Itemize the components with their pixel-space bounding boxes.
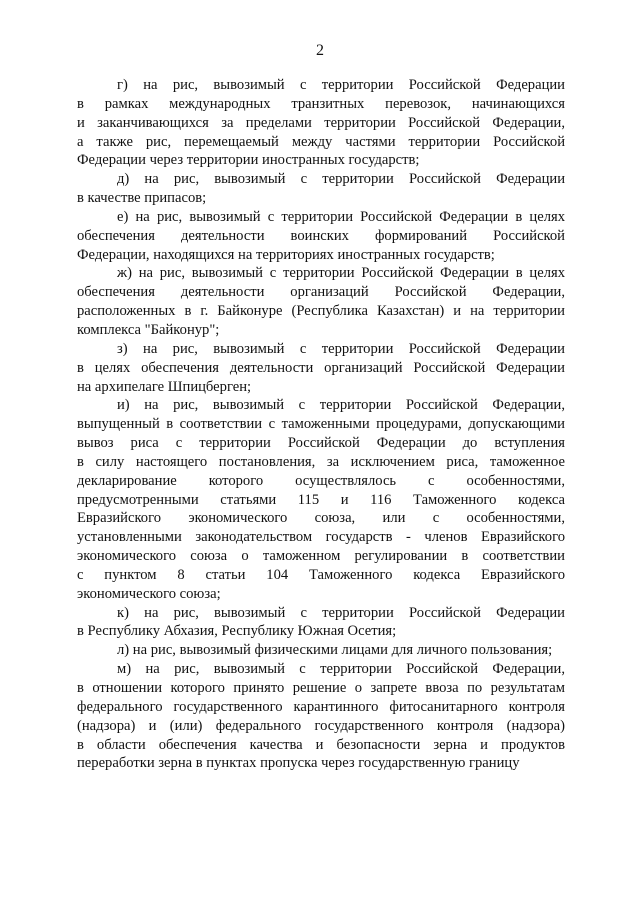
paragraph-g <box>77 76 565 170</box>
paragraph-line: обеспечения деятельности воинских формирований Российской <box>77 227 565 244</box>
paragraph-line: в отношении которого принято решение о запрете ввоза по результатам <box>77 680 565 696</box>
paragraph-line: предусмотренными статьями 115 и 116 Таможенного кодекса <box>77 491 565 508</box>
paragraph-line: и) на рис, вывозимый с территории Российской Федерации, <box>117 397 565 414</box>
paragraph-line: и заканчивающихся за пределами территории Российской Федерации, <box>77 114 565 131</box>
paragraph-l <box>77 641 565 660</box>
paragraph-line: выпущенный в соответствии с таможенными процедурами, допускающими <box>77 416 565 433</box>
paragraph-line: с пунктом 8 статьи 104 Таможенного кодекса Евразийского <box>77 566 565 583</box>
paragraph-line: Федерации, находящихся на территориях иностранных государств; <box>77 246 495 263</box>
paragraph-line: расположенных в г. Байконуре (Республика Казахстан) и на территории <box>77 303 565 320</box>
paragraph-line: экономического союза; <box>77 585 221 602</box>
paragraph-line: а также рис, перемещаемый между частями территории Российской <box>77 133 565 150</box>
paragraph-i <box>77 396 565 603</box>
paragraph-line: Евразийского экономического союза, или с особенностями, <box>77 510 565 527</box>
paragraph-line: д) на рис, вывозимый с территории Российской Федерации <box>117 171 565 188</box>
paragraph-line: м) на рис, вывозимый с территории Российской Федерации, <box>117 661 565 678</box>
paragraph-line: в области обеспечения качества и безопасности зерна и продуктов <box>77 736 565 753</box>
paragraph-line: в рамках международных транзитных перевозок, начинающихся <box>77 95 565 112</box>
paragraph-line: в силу настоящего постановления, за исключением риса, таможенное <box>77 453 565 470</box>
paragraph-m <box>77 660 565 773</box>
page-number: 2 <box>316 42 324 59</box>
paragraph-line: декларирование которого осуществлялось с особенностями, <box>77 472 565 489</box>
paragraph-line: ж) на рис, вывозимый с территории Российской Федерации в целях <box>117 265 565 282</box>
paragraph-line: з) на рис, вывозимый с территории Российской Федерации <box>117 340 565 357</box>
paragraph-k <box>77 604 565 642</box>
paragraph-line: экономического союза о таможенном регулировании в соответствии <box>77 548 565 565</box>
paragraph-line: г) на рис, вывозимый с территории Российской Федерации <box>117 77 565 93</box>
paragraph-line: переработки зерна в пунктах пропуска через государственную границу <box>77 755 520 772</box>
paragraph-z <box>77 340 565 397</box>
paragraph-line: комплекса "Байконур"; <box>77 321 220 338</box>
paragraph-line: в целях обеспечения деятельности организаций Российской Федерации <box>77 359 565 376</box>
paragraph-line: установленными законодательством государств - членов Евразийского <box>77 529 565 546</box>
paragraph-d <box>77 170 565 208</box>
paragraph-line: е) на рис, вывозимый с территории Российской Федерации в целях <box>117 208 565 225</box>
paragraph-line: в качестве припасов; <box>77 190 207 207</box>
paragraph-line: л) на рис, вывозимый физическими лицами для личного пользования; <box>117 642 553 659</box>
paragraph-line: Федерации через территории иностранных государств; <box>77 152 420 169</box>
document-body <box>77 76 565 773</box>
paragraph-e <box>77 208 565 265</box>
paragraph-line: на архипелаге Шпицберген; <box>77 378 252 395</box>
paragraph-line: (надзора) и (или) федерального государственного контроля (надзора) <box>77 717 565 734</box>
paragraph-zh <box>77 264 565 339</box>
paragraph-line: обеспечения деятельности организаций Российской Федерации, <box>77 284 565 301</box>
paragraph-line: федерального государственного карантинного фитосанитарного контроля <box>77 698 565 715</box>
paragraph-line: в Республику Абхазия, Республику Южная Осетия; <box>77 623 397 640</box>
paragraph-line: к) на рис, вывозимый с территории Российской Федерации <box>117 604 565 621</box>
paragraph-line: вывоз риса с территории Российской Федерации до вступления <box>77 435 565 452</box>
